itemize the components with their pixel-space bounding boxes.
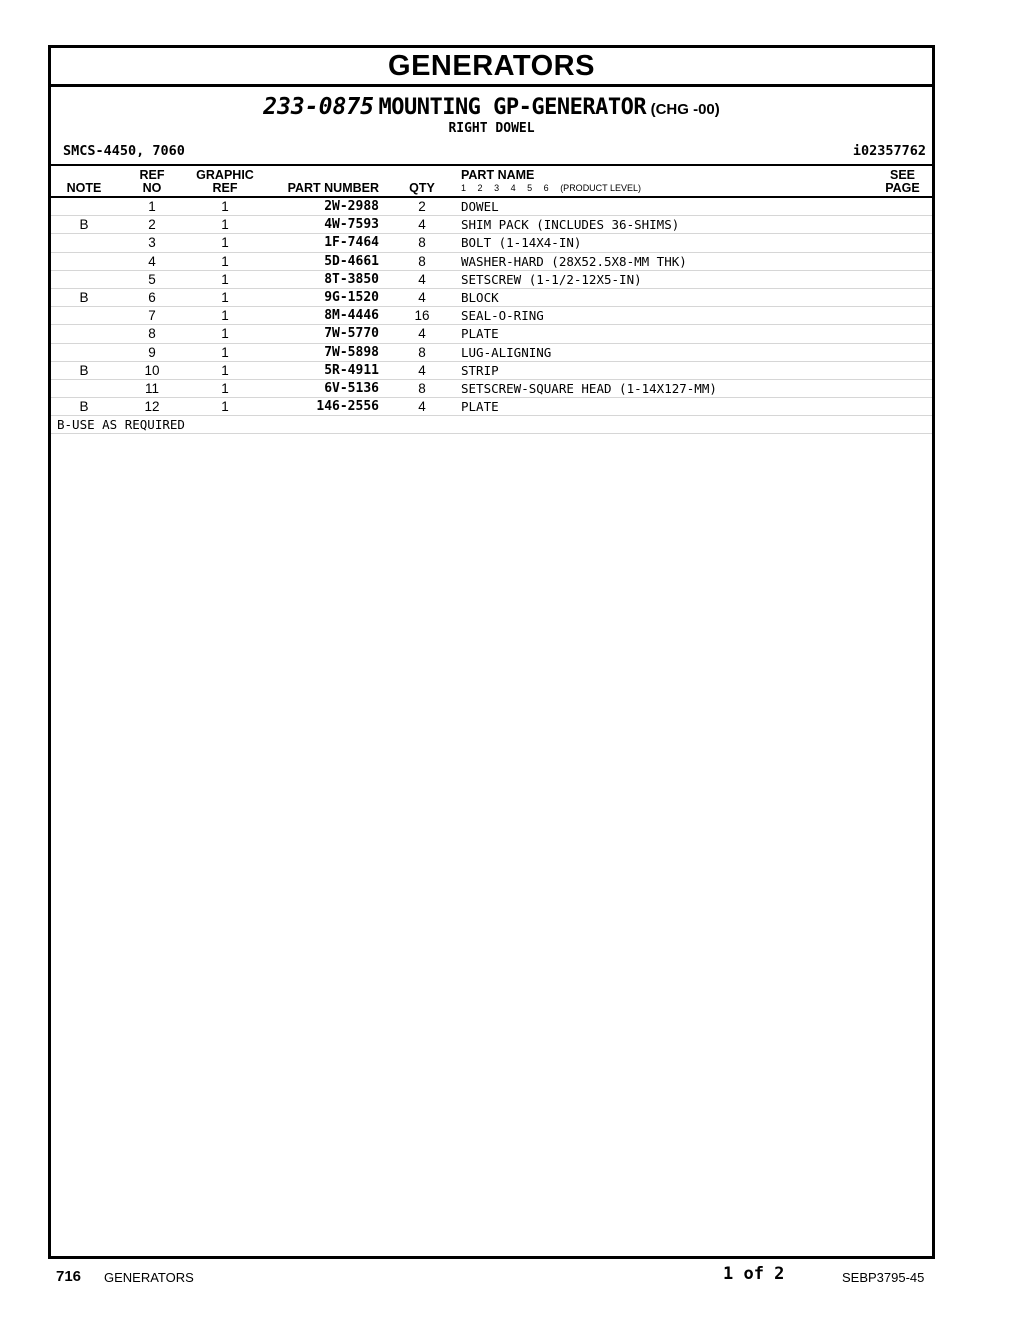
- footnote-text: B-USE AS REQUIRED: [51, 416, 932, 434]
- table-row: [51, 197, 932, 216]
- cell-part-number: 146-2556: [263, 398, 389, 416]
- cell-ref-no: 7: [117, 307, 187, 325]
- col-header-qty: QTY: [389, 166, 455, 197]
- cell-part-number: 8M-4446: [263, 307, 389, 325]
- table-row: [51, 216, 932, 234]
- col-header-note: NOTE: [51, 166, 117, 197]
- cell-part-name: PLATE: [455, 325, 873, 343]
- table-row: [51, 361, 932, 379]
- table-row: [51, 398, 932, 416]
- section-title: GENERATORS: [51, 48, 932, 87]
- cell-part-number: 7W-5770: [263, 325, 389, 343]
- cell-ref-no: 6: [117, 288, 187, 306]
- smcs-code: SMCS-4450, 7060: [63, 143, 185, 159]
- col-header-part-name: [455, 166, 873, 197]
- cell-graphic-ref: 1: [187, 234, 263, 252]
- cell-graphic-ref: 1: [187, 216, 263, 234]
- cell-qty: 4: [389, 361, 455, 379]
- cell-part-name: DOWEL: [455, 197, 873, 216]
- cell-ref-no: 4: [117, 252, 187, 270]
- cell-note: [51, 379, 117, 397]
- col-header-see-page-line2: PAGE: [885, 181, 920, 195]
- parts-page-frame: [48, 45, 935, 1259]
- cell-graphic-ref: 1: [187, 197, 263, 216]
- cell-ref-no: 8: [117, 325, 187, 343]
- cell-part-name: SETSCREW-SQUARE HEAD (1-14X127-MM): [455, 379, 873, 397]
- cell-ref-no: 12: [117, 398, 187, 416]
- cell-see-page: [873, 307, 932, 325]
- cell-part-number: 2W-2988: [263, 197, 389, 216]
- cell-part-number: 5D-4661: [263, 252, 389, 270]
- cell-graphic-ref: 1: [187, 288, 263, 306]
- cell-note: [51, 252, 117, 270]
- page-number: 716: [56, 1268, 82, 1285]
- cell-part-name: LUG-ALIGNING: [455, 343, 873, 361]
- cell-ref-no: 10: [117, 361, 187, 379]
- table-row: [51, 252, 932, 270]
- cell-part-number: 8T-3850: [263, 270, 389, 288]
- cell-see-page: [873, 379, 932, 397]
- cell-see-page: [873, 270, 932, 288]
- product-levels: [461, 182, 873, 195]
- cell-qty: 16: [389, 307, 455, 325]
- cell-graphic-ref: 1: [187, 398, 263, 416]
- product-level-6: 6: [543, 183, 549, 193]
- cell-qty: 4: [389, 398, 455, 416]
- cell-qty: 4: [389, 270, 455, 288]
- cell-graphic-ref: 1: [187, 343, 263, 361]
- part-name-label: PART NAME: [461, 168, 535, 182]
- product-level-4: 4: [510, 183, 516, 193]
- cell-part-name: BLOCK: [455, 288, 873, 306]
- cell-note: [51, 270, 117, 288]
- footnote-row: [51, 416, 932, 434]
- table-row: [51, 307, 932, 325]
- cell-qty: 4: [389, 216, 455, 234]
- cell-note: [51, 234, 117, 252]
- cell-part-number: 9G-1520: [263, 288, 389, 306]
- group-name: MOUNTING GP-GENERATOR: [378, 95, 647, 120]
- cell-see-page: [873, 398, 932, 416]
- group-change: (CHG -00): [650, 101, 720, 118]
- cell-see-page: [873, 288, 932, 306]
- cell-see-page: [873, 361, 932, 379]
- cell-see-page: [873, 216, 932, 234]
- table-row: [51, 270, 932, 288]
- cell-graphic-ref: 1: [187, 252, 263, 270]
- sheet-indicator: 1 of 2: [723, 1264, 785, 1284]
- col-header-see-page: [873, 166, 932, 197]
- cell-note: B: [51, 398, 117, 416]
- cell-note: [51, 307, 117, 325]
- product-level-label: (PRODUCT LEVEL): [560, 183, 642, 193]
- cell-qty: 4: [389, 288, 455, 306]
- cell-graphic-ref: 1: [187, 379, 263, 397]
- group-subtitle: RIGHT DOWEL: [448, 121, 535, 136]
- table-row: [51, 234, 932, 252]
- product-level-2: 2: [477, 183, 483, 193]
- table-row: [51, 325, 932, 343]
- product-level-1: 1: [461, 183, 467, 193]
- cell-part-number: 1F-7464: [263, 234, 389, 252]
- product-level-3: 3: [494, 183, 500, 193]
- cell-part-number: 7W-5898: [263, 343, 389, 361]
- cell-ref-no: 11: [117, 379, 187, 397]
- group-title: [51, 94, 932, 121]
- cell-graphic-ref: 1: [187, 361, 263, 379]
- col-header-see-page-line1: SEE: [889, 168, 915, 182]
- table-header-row: [51, 166, 932, 197]
- illustration-id: i02357762: [852, 143, 926, 159]
- cell-qty: 8: [389, 234, 455, 252]
- cell-part-number: 6V-5136: [263, 379, 389, 397]
- cell-graphic-ref: 1: [187, 325, 263, 343]
- col-header-graphic-ref: [187, 166, 263, 197]
- cell-qty: 2: [389, 197, 455, 216]
- cell-note: B: [51, 216, 117, 234]
- cell-note: [51, 197, 117, 216]
- cell-part-name: WASHER-HARD (28X52.5X8-MM THK): [455, 252, 873, 270]
- cell-part-number: 4W-7593: [263, 216, 389, 234]
- cell-see-page: [873, 197, 932, 216]
- cell-note: B: [51, 361, 117, 379]
- cell-part-name: SEAL-O-RING: [455, 307, 873, 325]
- cell-part-name: PLATE: [455, 398, 873, 416]
- cell-qty: 4: [389, 325, 455, 343]
- col-header-ref-no: [117, 166, 187, 197]
- table-row: [51, 288, 932, 306]
- cell-ref-no: 2: [117, 216, 187, 234]
- cell-part-name: SHIM PACK (INCLUDES 36-SHIMS): [455, 216, 873, 234]
- cell-ref-no: 9: [117, 343, 187, 361]
- col-header-ref-no-line1: REF: [139, 168, 165, 182]
- cell-see-page: [873, 252, 932, 270]
- smcs-row: [51, 140, 932, 166]
- col-header-graphic-ref-line2: REF: [212, 181, 238, 195]
- cell-note: [51, 325, 117, 343]
- cell-part-name: STRIP: [455, 361, 873, 379]
- cell-ref-no: 5: [117, 270, 187, 288]
- col-header-part-number: PART NUMBER: [263, 166, 389, 197]
- cell-qty: 8: [389, 379, 455, 397]
- col-header-graphic-ref-line1: GRAPHIC: [196, 168, 254, 182]
- table-row: [51, 343, 932, 361]
- footer-section: GENERATORS: [104, 1270, 194, 1285]
- page-footer: [0, 1264, 1020, 1288]
- cell-graphic-ref: 1: [187, 270, 263, 288]
- group-number: 233-0875: [263, 94, 375, 120]
- cell-part-name: BOLT (1-14X4-IN): [455, 234, 873, 252]
- cell-qty: 8: [389, 343, 455, 361]
- cell-part-number: 5R-4911: [263, 361, 389, 379]
- document-number: SEBP3795-45: [842, 1270, 925, 1285]
- parts-table: [51, 166, 932, 434]
- cell-ref-no: 1: [117, 197, 187, 216]
- cell-qty: 8: [389, 252, 455, 270]
- cell-ref-no: 3: [117, 234, 187, 252]
- product-level-5: 5: [527, 183, 533, 193]
- cell-see-page: [873, 234, 932, 252]
- cell-note: B: [51, 288, 117, 306]
- cell-note: [51, 343, 117, 361]
- col-header-ref-no-line2: NO: [142, 181, 162, 195]
- cell-see-page: [873, 325, 932, 343]
- cell-see-page: [873, 343, 932, 361]
- cell-graphic-ref: 1: [187, 307, 263, 325]
- table-row: [51, 379, 932, 397]
- cell-part-name: SETSCREW (1-1/2-12X5-IN): [455, 270, 873, 288]
